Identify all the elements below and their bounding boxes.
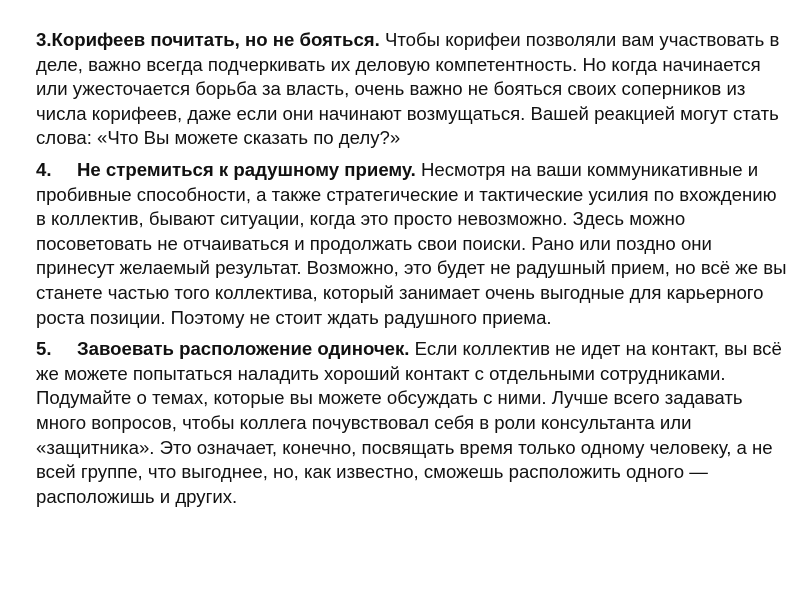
slide-text-body [36, 28, 788, 516]
paragraph-3-body: Чтобы корифеи позволяли вам участвовать в деле, важно всегда подчеркивать их деловую компетентность. Но когда начинается или ужесточается борьба за власть, очень важно не бояться своих соперников из числа корифеев, даже если они начинают возмущаться. Вашей реакцией могут стать слова: «Что Вы можете сказать по делу?» [36, 29, 780, 149]
paragraph-5 [36, 337, 788, 509]
paragraph-5-number: 5. [36, 338, 52, 360]
paragraph-3-number: 3. [36, 29, 52, 50]
paragraph-5-heading: Завоевать расположение одиночек. [77, 338, 410, 360]
paragraph-3 [36, 28, 788, 151]
paragraph-3-heading: Корифеев почитать, но не бояться. [51, 29, 380, 50]
paragraph-4-heading: Не стремиться к радушному приему. [77, 158, 416, 180]
paragraph-4-number: 4. [36, 158, 52, 180]
paragraph-4-body: Несмотря на ваши коммуникативные и пробивные способности, а также стратегические и тактические усилия по вхождению в коллектив, бывают ситуации, когда это просто невозможно. Здесь можно посоветовать не отчаиваться и продолжать свои поиски. Рано или поздно они принесут желаемый результат. Возможно, это будет не радушный прием, но всё же вы станете частью того коллектива, который занимает очень выгодные для карьерного роста позиции. Поэтому не стоит ждать радушного приема. [36, 158, 787, 328]
paragraph-4 [36, 158, 788, 330]
paragraph-5-body: Если коллектив не идет на контакт, вы всё же можете попытаться наладить хороший контакт с отдельными сотрудниками. Подумайте о темах, которые вы можете обсуждать с ними. Лучше всего задавать много вопросов, чтобы коллега почувствовал себя в роли консультанта или «защитника». Это означает, конечно, посвящать время только одному человеку, а не всей группе, что выгоднее, но, как известно, сможешь расположить одного — расположишь и других. [36, 338, 782, 507]
